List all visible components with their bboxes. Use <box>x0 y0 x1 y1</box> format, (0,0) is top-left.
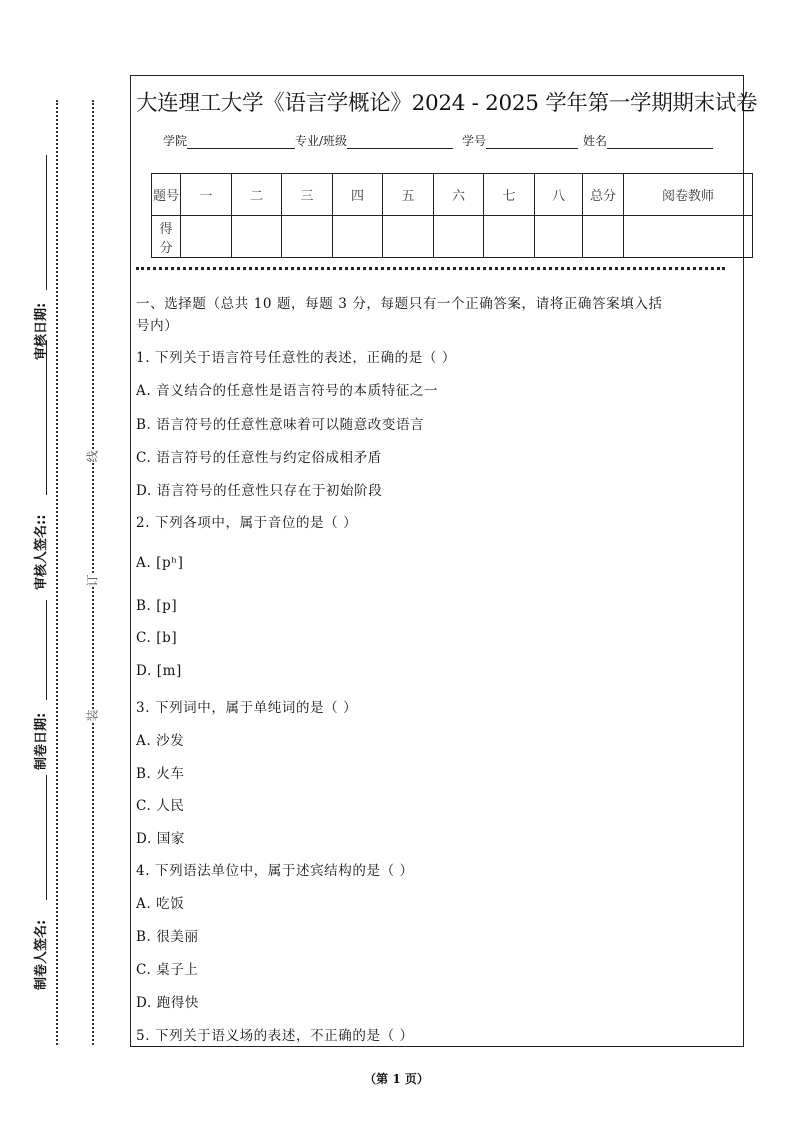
review-date-label: 审核日期: <box>34 302 49 360</box>
college-label: 学院 <box>163 134 188 148</box>
answer-option: A. 沙发 <box>136 733 185 749</box>
question-stem: 2. 下列各项中，属于音位的是（ ） <box>136 515 358 531</box>
make-date-label: 制卷日期: <box>34 712 49 770</box>
binding-mark-line: 线 <box>85 450 100 463</box>
score-table <box>151 173 753 258</box>
answer-option: D. 国家 <box>136 831 185 847</box>
name-label: 姓名 <box>583 134 608 148</box>
header-cell: 阅卷教师 <box>624 174 753 216</box>
answer-option: D. 跑得快 <box>136 995 200 1011</box>
question-stem: 3. 下列词中，属于单纯词的是（ ） <box>136 700 358 716</box>
question-stem: 5. 下列关于语义场的表述，不正确的是（ ） <box>136 1028 414 1044</box>
major-field[interactable] <box>295 132 453 149</box>
answer-option: B. 火车 <box>136 766 185 782</box>
header-cell: 一 <box>181 174 232 216</box>
answer-option: D. 语言符号的任意性只存在于初始阶段 <box>136 483 383 499</box>
score-cell[interactable] <box>434 216 484 258</box>
score-cell[interactable] <box>333 216 383 258</box>
score-header-row <box>152 174 753 216</box>
answer-option: C. 语言符号的任意性与约定俗成相矛盾 <box>136 450 382 466</box>
answer-option: A. 吃饭 <box>136 896 185 912</box>
answer-option: B. 语言符号的任意性意味着可以随意改变语言 <box>136 417 425 433</box>
score-cell[interactable] <box>232 216 282 258</box>
answer-option: D. [m] <box>136 663 182 679</box>
student-id-label: 学号 <box>462 134 487 148</box>
score-cell[interactable] <box>484 216 535 258</box>
header-cell: 八 <box>535 174 583 216</box>
review-date-line[interactable] <box>46 155 47 290</box>
row-label: 得分 <box>152 216 181 258</box>
question-stem: 1. 下列关于语言符号任意性的表述，正确的是（ ） <box>136 350 456 366</box>
separator <box>136 267 725 270</box>
header-cell: 总分 <box>583 174 624 216</box>
score-cell[interactable] <box>383 216 434 258</box>
page-footer: （第 1 页） <box>364 1072 429 1086</box>
exam-title: 大连理工大学《语言学概论》2024 - 2025 学年第一学期期末试卷 <box>136 91 758 116</box>
answer-option: A. 音义结合的任意性是语言符号的本质特征之一 <box>136 383 439 399</box>
header-cell: 四 <box>333 174 383 216</box>
binding-mark-bind: 装 <box>85 709 100 722</box>
make-date-line[interactable] <box>46 600 47 700</box>
reviewer-line[interactable] <box>46 340 47 495</box>
binding-line-inner <box>92 100 94 1045</box>
header-cell: 七 <box>484 174 535 216</box>
score-row <box>152 216 753 258</box>
section-heading: 一、选择题（总共 10 题，每题 3 分，每题只有一个正确答案，请将正确答案填入括 <box>136 296 663 312</box>
student-id-field[interactable] <box>462 132 578 149</box>
score-cell[interactable] <box>535 216 583 258</box>
reviewer-label: 审核人签名:: <box>34 514 49 590</box>
score-cell[interactable] <box>282 216 333 258</box>
answer-option: B. 很美丽 <box>136 929 199 945</box>
major-label: 专业/班级 <box>295 134 348 148</box>
question-stem: 4. 下列语法单位中，属于述宾结构的是（ ） <box>136 863 414 879</box>
answer-option: C. 桌子上 <box>136 962 199 978</box>
binding-mark-order: 订 <box>85 574 100 587</box>
header-cell: 三 <box>282 174 333 216</box>
college-field[interactable] <box>163 132 295 149</box>
answer-option: C. [b] <box>136 630 178 646</box>
score-cell[interactable] <box>583 216 624 258</box>
section-heading-cont: 号内） <box>136 318 179 334</box>
answer-option: B. [p] <box>136 598 178 614</box>
answer-option: A. [pʰ] <box>136 555 184 571</box>
score-cell[interactable] <box>181 216 232 258</box>
answer-option: C. 人民 <box>136 798 185 814</box>
maker-line[interactable] <box>46 775 47 900</box>
row-label: 题号 <box>152 174 181 216</box>
score-cell[interactable] <box>624 216 753 258</box>
signature-strip <box>22 90 56 1050</box>
binding-line-outer <box>56 100 58 1045</box>
maker-label: 制卷人签名: <box>34 919 49 990</box>
header-cell: 六 <box>434 174 484 216</box>
name-field[interactable] <box>583 132 713 149</box>
header-cell: 二 <box>232 174 282 216</box>
header-cell: 五 <box>383 174 434 216</box>
